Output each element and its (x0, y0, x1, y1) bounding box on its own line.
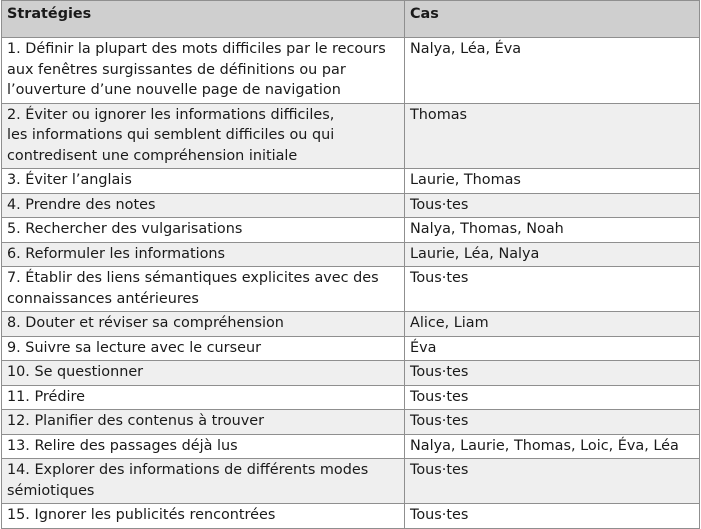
cases-cell: Tous·tes (405, 267, 700, 312)
table-row (2, 336, 700, 361)
table-header (2, 1, 700, 38)
table-row (2, 103, 700, 169)
table-row (2, 38, 700, 104)
cases-cell: Tous·tes (405, 410, 700, 435)
header-cases: Cas (405, 1, 700, 38)
strategy-cell: 6. Reformuler les informations (2, 242, 405, 267)
table-row (2, 361, 700, 386)
strategy-cell: 1. Définir la plupart des mots difficiles par le recours aux fenêtres surgissantes de définitions ou par l’ouverture d’une nouvelle page de navigation (2, 38, 405, 104)
strategy-cell: 4. Prendre des notes (2, 193, 405, 218)
table-row (2, 410, 700, 435)
cases-cell: Nalya, Laurie, Thomas, Loic, Éva, Léa (405, 434, 700, 459)
cases-cell: Éva (405, 336, 700, 361)
strategy-cell: 5. Rechercher des vulgarisations (2, 218, 405, 243)
cases-cell: Tous·tes (405, 459, 700, 504)
cases-cell: Tous·tes (405, 504, 700, 529)
table-row (2, 218, 700, 243)
table-row (2, 267, 700, 312)
cases-cell: Nalya, Thomas, Noah (405, 218, 700, 243)
table-row (2, 242, 700, 267)
table-row (2, 504, 700, 529)
table-row (2, 385, 700, 410)
table-row (2, 193, 700, 218)
strategy-cell: 8. Douter et réviser sa compréhension (2, 312, 405, 337)
table-row (2, 312, 700, 337)
strategy-cell: 10. Se questionner (2, 361, 405, 386)
cases-cell: Tous·tes (405, 385, 700, 410)
strategy-cell: 13. Relire des passages déjà lus (2, 434, 405, 459)
strategy-cell: 9. Suivre sa lecture avec le curseur (2, 336, 405, 361)
table-body (2, 38, 700, 529)
strategy-cell: 11. Prédire (2, 385, 405, 410)
table-row (2, 459, 700, 504)
strategies-table (1, 0, 700, 529)
cases-cell: Thomas (405, 103, 700, 169)
cases-cell: Laurie, Léa, Nalya (405, 242, 700, 267)
strategy-cell: 2. Éviter ou ignorer les informations difficiles, les informations qui semblent difficiles ou qui contredisent une compréhension initiale (2, 103, 405, 169)
cases-cell: Tous·tes (405, 361, 700, 386)
strategy-cell: 15. Ignorer les publicités rencontrées (2, 504, 405, 529)
header-strategies: Stratégies (2, 1, 405, 38)
cases-cell: Alice, Liam (405, 312, 700, 337)
strategy-cell: 12. Planifier des contenus à trouver (2, 410, 405, 435)
header-row (2, 1, 700, 38)
cases-cell: Tous·tes (405, 193, 700, 218)
strategy-cell: 14. Explorer des informations de différents modes sémiotiques (2, 459, 405, 504)
table-row (2, 169, 700, 194)
table-row (2, 434, 700, 459)
cases-cell: Nalya, Léa, Éva (405, 38, 700, 104)
cases-cell: Laurie, Thomas (405, 169, 700, 194)
strategy-cell: 7. Établir des liens sémantiques explicites avec des connaissances antérieures (2, 267, 405, 312)
strategy-cell: 3. Éviter l’anglais (2, 169, 405, 194)
